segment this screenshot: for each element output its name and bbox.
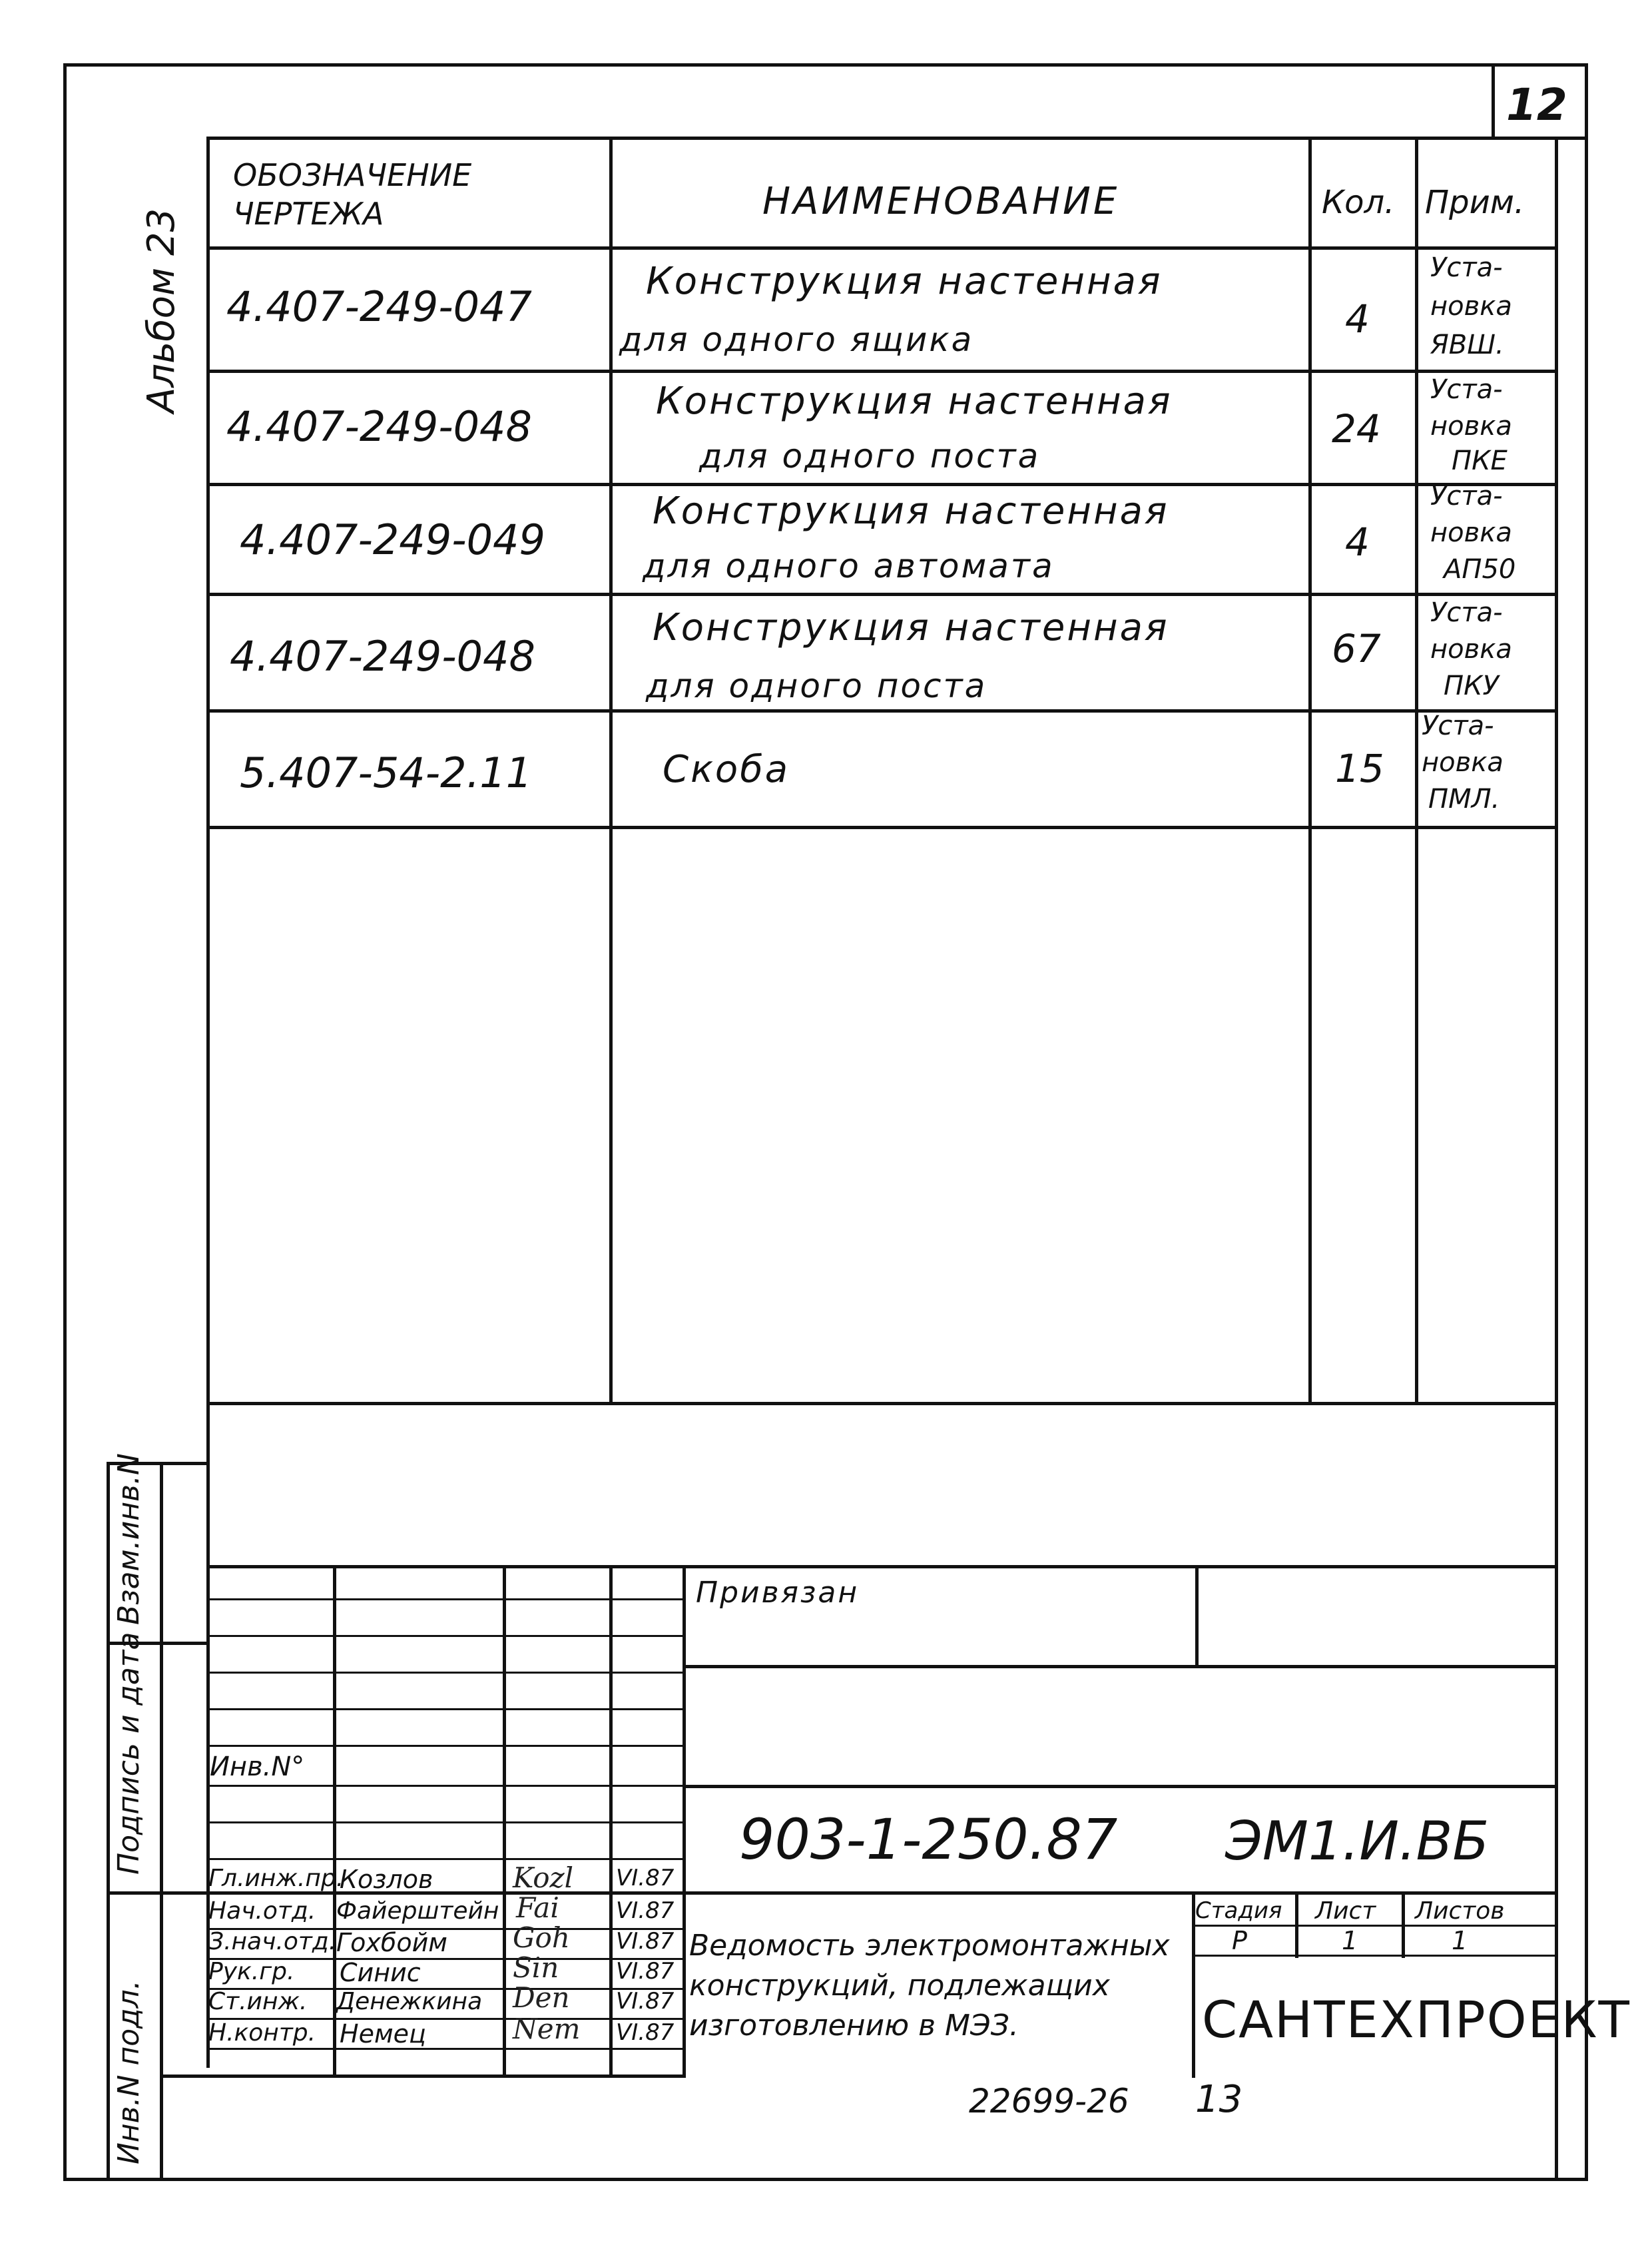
- table-row-5-note-2: новка: [1422, 747, 1504, 778]
- signer-5-signature: Den: [513, 1981, 570, 2014]
- table-row-1-note-1: Уста-: [1430, 252, 1503, 283]
- signer-line-5: [206, 2048, 683, 2050]
- stamp-line-code-top: [683, 1785, 1555, 1788]
- document-title-1: Ведомость электромонтажных: [689, 1929, 1170, 1963]
- rev-line-2: [206, 1635, 683, 1637]
- left-strip-left: [107, 1462, 110, 2181]
- table-row-4-designation: 4.407-249-048: [230, 632, 535, 681]
- document-title-2: конструкций, подлежащих: [689, 1969, 1110, 2003]
- col-line-2: [1308, 137, 1312, 1405]
- table-row-2-name-2: для одного поста: [699, 437, 1041, 476]
- signer-6-name: Немец: [340, 2019, 426, 2049]
- footer-page: 13: [1195, 2078, 1243, 2121]
- signer-2-name: Файерштейн: [336, 1897, 499, 1925]
- table-row-1-note-3: ЯВШ.: [1430, 330, 1504, 360]
- signer-1-name: Козлов: [340, 1865, 433, 1894]
- table-row-1-note-2: новка: [1430, 291, 1512, 322]
- stamp-main-left: [683, 1565, 686, 2078]
- signer-1-date: VI.87: [616, 1865, 675, 1891]
- table-row-2-designation: 4.407-249-048: [226, 402, 532, 451]
- drawing-mark: ЭМ1.И.ВБ: [1225, 1810, 1490, 1872]
- table-row-2-name-1: Конструкция настенная: [656, 380, 1173, 423]
- header-designation: ОБОЗНАЧЕНИЕ ЧЕРТЕЖА: [233, 157, 472, 232]
- left-strip-label-3: Инв.N подл.: [112, 1980, 146, 2164]
- header-note: Прим.: [1425, 184, 1525, 221]
- table-row-5-qty: 15: [1335, 746, 1384, 791]
- sheet-value: 1: [1342, 1926, 1358, 1955]
- signer-2-role: Нач.отд.: [208, 1897, 316, 1925]
- table-row-3-note-1: Уста-: [1430, 481, 1503, 511]
- document-title-3: изготовлению в МЭЗ.: [689, 2009, 1019, 2043]
- header-bottom-line: [206, 246, 1558, 250]
- table-row-4-name-2: для одного поста: [646, 667, 987, 705]
- signer-2-date: VI.87: [616, 1897, 675, 1924]
- album-label: Альбом 23: [140, 208, 183, 413]
- organization: САНТЕХПРОЕКТ: [1202, 1990, 1631, 2049]
- left-strip-mid: [160, 1462, 163, 2181]
- row-line-2: [206, 483, 1558, 486]
- table-row-5-designation: 5.407-54-2.11: [240, 749, 533, 797]
- rev-line-6: [206, 1785, 683, 1787]
- left-strip-label-1: Взам.инв.N: [112, 1453, 146, 1625]
- rev-line-3: [206, 1672, 683, 1674]
- table-row-4-note-1: Уста-: [1430, 597, 1503, 628]
- table-row-4-name-1: Конструкция настенная: [653, 606, 1169, 649]
- table-right-border: [1555, 137, 1558, 2181]
- left-strip-line-2: [107, 1891, 206, 1895]
- table-row-3-note-2: новка: [1430, 517, 1512, 548]
- sheets-label: Листов: [1415, 1897, 1505, 1925]
- row-line-4: [206, 709, 1558, 713]
- table-row-5-note-1: Уста-: [1422, 711, 1494, 741]
- inv-no-label: Инв.N°: [210, 1752, 305, 1782]
- table-row-3-name-1: Конструкция настенная: [653, 489, 1169, 533]
- rev-line-5: [206, 1745, 683, 1747]
- row-line-1: [206, 370, 1558, 373]
- header-name: НАИМЕНОВАНИЕ: [762, 180, 1120, 223]
- signer-1-signature: Kozl: [513, 1861, 574, 1894]
- stamp-bottom-line: [160, 2075, 683, 2078]
- signer-4-date: VI.87: [616, 1958, 675, 1985]
- privyazan-label: Привязан: [696, 1576, 860, 1610]
- signer-6-role: Н.контр.: [208, 2019, 316, 2047]
- stage-value: Р: [1232, 1926, 1247, 1955]
- rev-line-1: [206, 1598, 683, 1600]
- table-row-2-qty: 24: [1332, 406, 1381, 452]
- table-row-2-note-1: Уста-: [1430, 374, 1503, 405]
- signer-5-role: Ст.инж.: [208, 1988, 308, 2015]
- table-bottom-line: [206, 1402, 1558, 1405]
- stamp-line-privyazan-bottom: [683, 1665, 1555, 1668]
- stamp-privyazan-right: [1195, 1565, 1199, 1665]
- signer-4-role: Рук.гр.: [208, 1958, 295, 1985]
- table-row-3-qty: 4: [1345, 519, 1370, 565]
- table-row-5-note-3: ПМЛ.: [1428, 784, 1500, 814]
- row-line-5: [206, 826, 1558, 829]
- signer-6-signature: Nem: [513, 2013, 581, 2045]
- table-row-3-note-3: АП50: [1444, 554, 1516, 585]
- table-top-border: [206, 137, 1558, 140]
- table-row-2-note-3: ПКЕ: [1452, 446, 1508, 476]
- table-row-2-note-2: новка: [1430, 411, 1512, 442]
- table-row-1-name-2: для одного ящика: [619, 320, 974, 359]
- col-line-1: [609, 137, 613, 1405]
- sheet-number-box-left: [1492, 63, 1495, 140]
- signer-1-role: Гл.инж.пр.: [208, 1865, 344, 1892]
- table-row-5-name-1: Скоба: [663, 748, 790, 791]
- row-line-3: [206, 593, 1558, 596]
- sheet-number: 12: [1506, 79, 1567, 131]
- table-row-4-qty: 67: [1332, 626, 1381, 671]
- table-row-3-designation: 4.407-249-049: [240, 515, 545, 564]
- signer-2-signature: Fai: [516, 1891, 559, 1924]
- sheets-value: 1: [1452, 1926, 1468, 1955]
- project-code: 903-1-250.87: [739, 1807, 1118, 1872]
- signer-5-name: Денежкина: [336, 1988, 483, 2015]
- table-row-4-note-2: новка: [1430, 634, 1512, 665]
- rev-line-7: [206, 1821, 683, 1823]
- footer-number: 22699-26: [969, 2082, 1129, 2120]
- signer-5-date: VI.87: [616, 1988, 675, 2015]
- left-strip-label-2: Подпись и дата: [112, 1632, 146, 1875]
- stamp-top-line: [206, 1565, 1558, 1568]
- table-row-1-designation: 4.407-249-047: [226, 282, 532, 331]
- sheet-label: Лист: [1315, 1897, 1376, 1925]
- header-qty: Кол.: [1322, 184, 1395, 221]
- signer-3-role: З.нач.отд.: [208, 1928, 337, 1955]
- signer-3-signature: Goh: [513, 1921, 570, 1954]
- stage-label: Стадия: [1195, 1897, 1282, 1924]
- rev-line-8: [206, 1858, 683, 1860]
- table-row-1-qty: 4: [1345, 296, 1370, 342]
- signer-3-name: Гохбойм: [336, 1928, 447, 1957]
- signer-4-signature: Sin: [513, 1951, 559, 1984]
- col-line-3: [1415, 137, 1418, 1405]
- rev-line-4: [206, 1708, 683, 1710]
- signer-6-date: VI.87: [616, 2019, 675, 2046]
- signer-3-date: VI.87: [616, 1928, 675, 1955]
- signer-4-name: Синис: [340, 1958, 421, 1987]
- table-row-1-name-1: Конструкция настенная: [646, 260, 1163, 303]
- table-row-4-note-3: ПКУ: [1444, 671, 1499, 701]
- table-row-3-name-2: для одного автомата: [643, 547, 1055, 585]
